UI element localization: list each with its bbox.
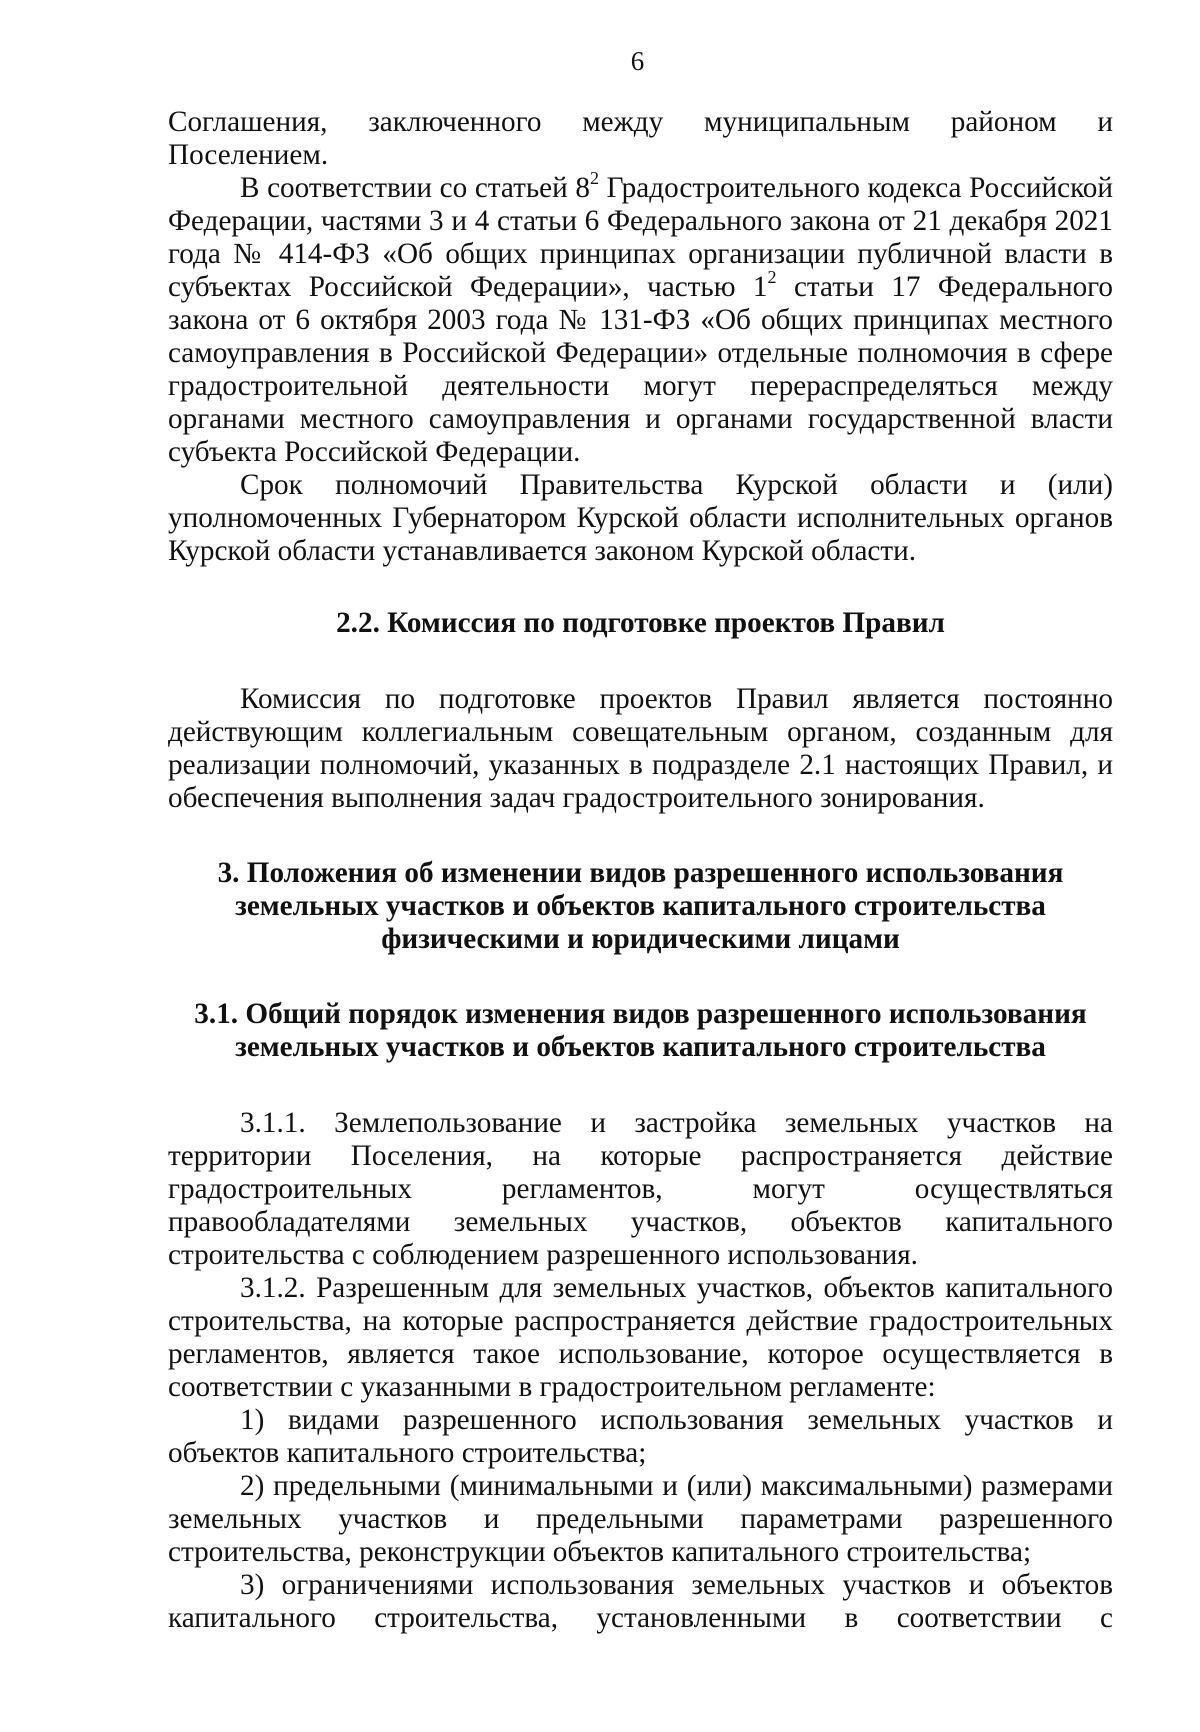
paragraph-3-1-1: 3.1.1. Землепользование и застройка земельных участков на территории Поселения, на которые распространяется действие градостроительных регламентов, могут осуществляться правообладателями земельных участков, объектов капитального строительства с соблюдением разрешенного использования. xyxy=(168,1107,1113,1271)
list-item-2: 2) предельными (минимальными и (или) максимальными) размерами земельных участков и предельными параметрами разрешенного строительства, реконструкции объектов капитального строительства; xyxy=(168,1470,1113,1568)
page-number: 6 xyxy=(630,46,645,76)
section-heading-3-1-line-2: земельных участков и объектов капитального строительства xyxy=(235,1031,1046,1063)
superscript-part-1: 2 xyxy=(767,266,777,287)
legal-basis-text-b: Градостроительного кодекса Российской Федерации, частями 3 и 4 статьи 6 Федерального закона от 21 декабря 2021 года № 414-ФЗ «Об общих принципах организации публичной власти в субъектах Российской Федерации», частью 1 xyxy=(168,172,1113,303)
list-item-1: 1) видами разрешенного использования земельных участков и объектов капитального строительства; xyxy=(168,1404,1113,1469)
paragraph-commission: Комиссия по подготовке проектов Правил является постоянно действующим коллегиальным совещательным органом, созданным для реализации полномочий, указанных в подразделе 2.1 настоящих Правил, и обеспечения выполнения задач градостроительного зонирования. xyxy=(168,683,1113,814)
section-heading-3-1 xyxy=(168,998,1113,1064)
section-heading-3 xyxy=(168,857,1113,956)
legal-basis-text-c: статьи 17 Федерального закона от 6 октября 2003 года № 131-ФЗ «Об общих принципах местного самоуправления в Российской Федерации» отдельные полномочия в сфере градостроительной деятельности могут перераспределяться между органами местного самоуправления и органами государственной власти субъекта Российской Федерации. xyxy=(168,271,1113,468)
paragraph-term-of-powers: Срок полномочий Правительства Курской области и (или) уполномоченных Губернатором Курской области исполнительных органов Курской области устанавливается законом Курской области. xyxy=(168,469,1113,567)
section-heading-3-1-line-1: 3.1. Общий порядок изменения видов разрешенного использования xyxy=(194,998,1087,1030)
section-heading-2-2: 2.2. Комиссия по подготовке проектов Правил xyxy=(336,607,945,639)
document-body xyxy=(168,106,1113,1635)
section-heading-3-line-1: 3. Положения об изменении видов разрешенного использования xyxy=(217,857,1064,889)
legal-basis-text-a: В соответствии со статьей 8 xyxy=(240,172,590,204)
paragraph-agreement-end: Соглашения, заключенного между муниципальным районом и Поселением. xyxy=(168,106,1113,171)
list-item-3: 3) ограничениями использования земельных участков и объектов капитального строительства, установленными в соответствии с xyxy=(168,1569,1113,1634)
paragraph-legal-basis xyxy=(168,167,1113,469)
section-heading-3-line-3: физическими и юридическими лицами xyxy=(381,923,900,955)
section-heading-3-line-2: земельных участков и объектов капитального строительства xyxy=(235,890,1046,922)
superscript-article-8: 2 xyxy=(589,167,600,188)
paragraph-3-1-2: 3.1.2. Разрешенным для земельных участков, объектов капитального строительства, на которые распространяется действие градостроительных регламентов, является такое использование, которое осуществляется в соответствии с указанными в градостроительном регламенте: xyxy=(168,1272,1113,1403)
